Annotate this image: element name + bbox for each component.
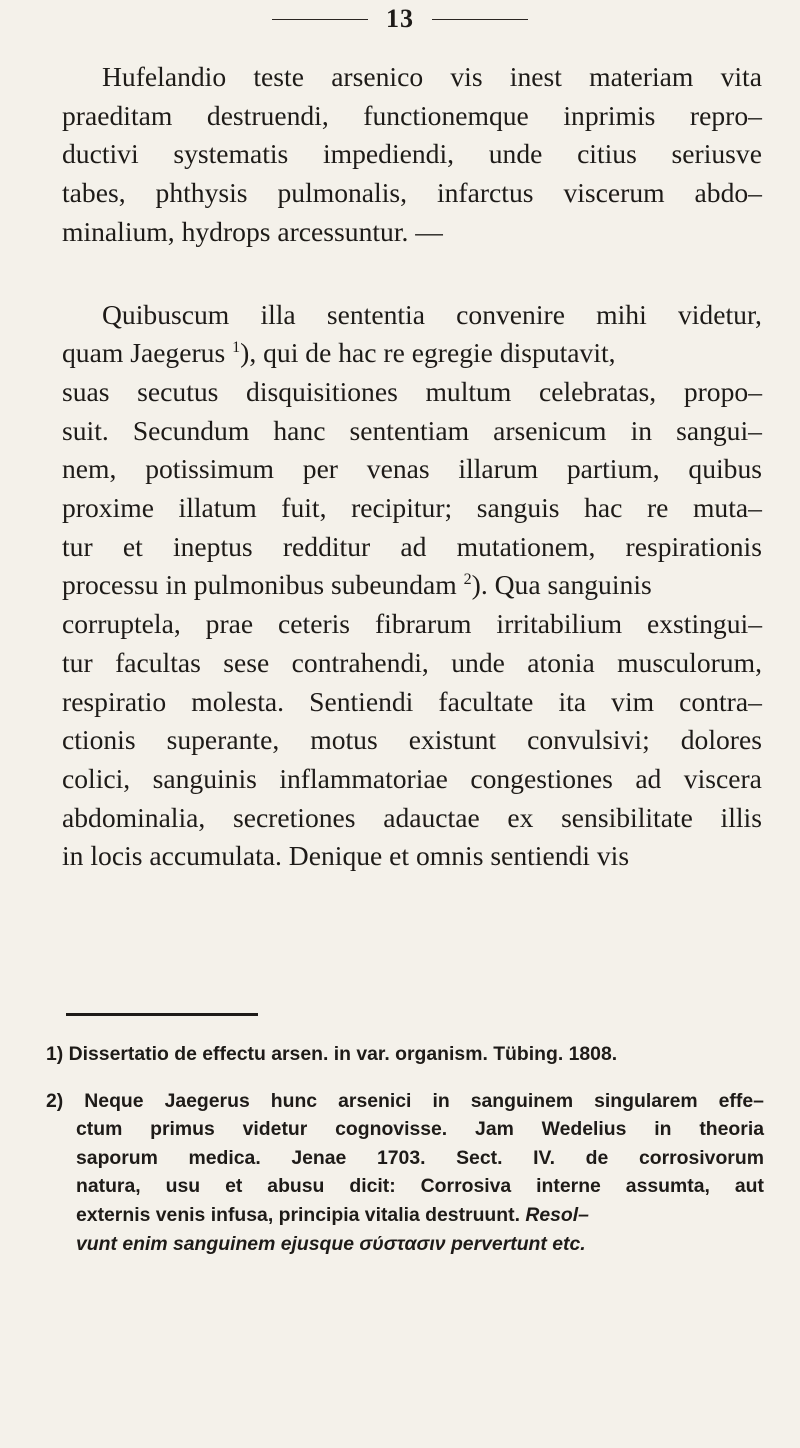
text-line: corruptela, prae ceteris fibrarum irritabilium exstingui–	[62, 608, 762, 640]
text-line: ctionis superante, motus existunt convulsivi; dolores	[62, 724, 762, 756]
text-line: Quibuscum illa sententia convenire mihi videtur,	[102, 298, 762, 330]
footnote-line: ctum primus videtur cognovisse. Jam Wedelius in theoria	[76, 1118, 764, 1141]
text-line: minalium, hydrops arcessuntur. —	[62, 215, 443, 247]
text-line: colici, sanguinis inflammatoriae congestiones ad viscera	[62, 762, 762, 794]
text-line: Hufelandio teste arsenico vis inest materiam vita	[102, 61, 762, 92]
text-line: abdominalia, secretiones adauctae ex sensibilitate illis	[62, 801, 762, 833]
page-number: 13	[386, 4, 414, 33]
text-span: externis venis infusa, principia vitalia destruunt.	[76, 1203, 520, 1226]
text-line: tur facultas sese contrahendi, unde atonia musculorum,	[62, 646, 762, 678]
text-span: processu in pulmonibus subeundam	[62, 569, 457, 601]
page-header	[0, 4, 800, 34]
main-text	[62, 58, 762, 876]
text-line: ductivi systematis impediendi, unde citius seriusve	[62, 138, 762, 170]
text-line: nem, potissimum per venas illarum partium, quibus	[62, 453, 762, 485]
footnote-line: vunt enim sanguinem ejusque σύστασιν pervertunt etc.	[76, 1232, 586, 1255]
text-line: tabes, phthysis pulmonalis, infarctus viscerum abdo–	[62, 177, 762, 209]
footnote-ref-1: 1	[232, 339, 241, 357]
text-line: in locis accumulata. Denique et omnis sentiendi vis	[62, 840, 630, 872]
footnote-separator	[66, 1013, 258, 1016]
footnote-line: 2) Neque Jaegerus hunc arsenici in sanguinem singularem effe–	[46, 1089, 764, 1112]
header-rule-right	[432, 19, 528, 20]
footnote-line: natura, usu et abusu dicit: Corrosiva interne assumta, aut	[76, 1175, 764, 1198]
text-span: ). Qua sanguinis	[471, 569, 652, 601]
text-line: suit. Secundum hanc sententiam arsenicum in sangui–	[62, 414, 762, 446]
text-line: suas secutus disquisitiones multum celebratas, propo–	[62, 375, 762, 407]
text-span: quam Jaegerus	[62, 337, 226, 369]
footnote-ref-2: 2	[463, 571, 472, 589]
header-rule-left	[272, 19, 368, 20]
text-line: praeditam destruendi, functionemque inprimis repro–	[62, 99, 762, 131]
footnote-line	[46, 1201, 764, 1230]
text-span: Resol–	[525, 1203, 589, 1226]
text-line: proxime illatum fuit, recipitur; sanguis hac re muta–	[62, 492, 762, 524]
footnote-line: saporum medica. Jenae 1703. Sect. IV. de corrosivorum	[76, 1146, 764, 1169]
footnote-1: 1) Dissertatio de effectu arsen. in var. organism. Tübing. 1808.	[46, 1043, 618, 1065]
text-line	[62, 566, 762, 605]
text-span: ), qui de hac re egregie disputavit,	[240, 337, 616, 369]
text-line	[62, 334, 762, 373]
footnote-2	[46, 1087, 764, 1259]
text-line: tur et ineptus redditur ad mutationem, respirationis	[62, 530, 762, 562]
text-line: respiratio molesta. Sentiendi facultate ita vim contra–	[62, 685, 762, 717]
paragraph-2	[62, 296, 762, 877]
paragraph-1	[62, 58, 762, 252]
footnotes	[46, 1040, 764, 1258]
